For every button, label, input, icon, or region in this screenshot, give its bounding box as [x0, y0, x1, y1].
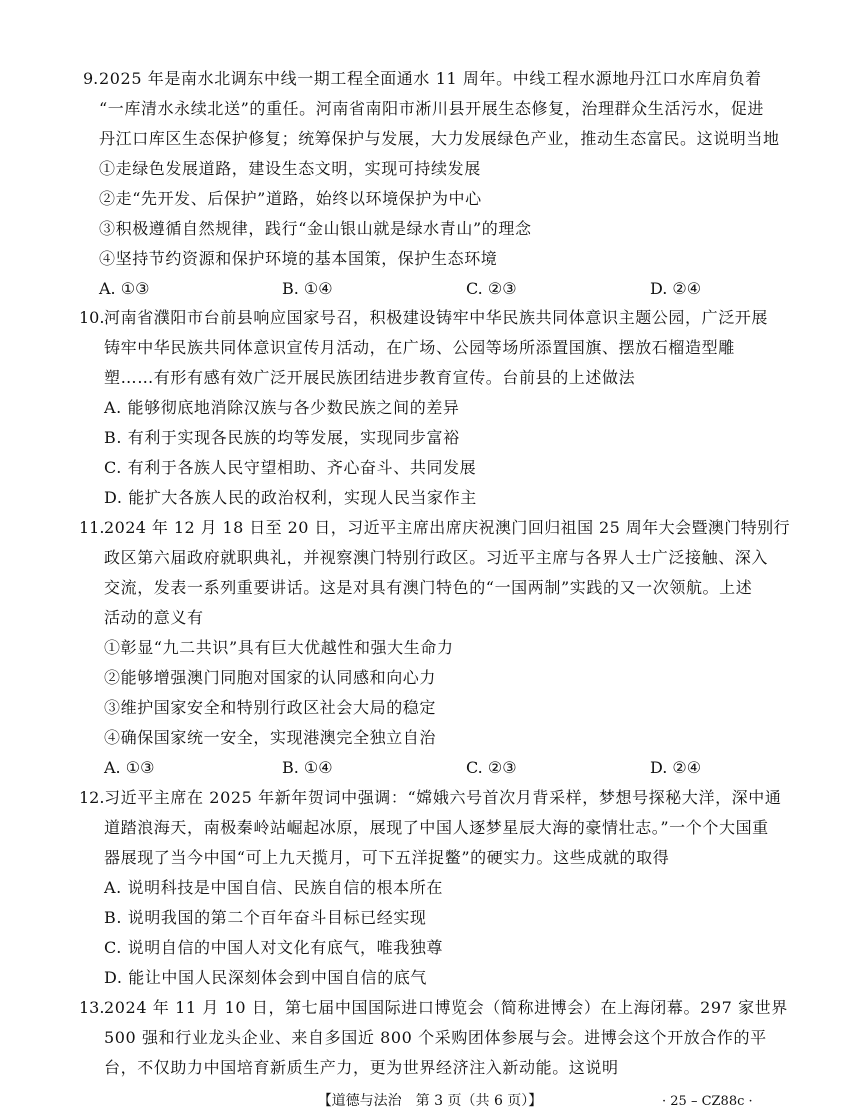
question-stem-line: 交流，发表一系列重要讲话。这是对具有澳门特色的“一国两制”实践的又一次领航。上述 — [104, 578, 753, 597]
question-number: 13. — [79, 998, 105, 1017]
option-d[interactable]: D. ②④ — [650, 279, 702, 298]
page-footer: 【道德与法治 第 3 页（共 6 页）】 — [317, 1093, 543, 1109]
option-d[interactable]: D. ②④ — [650, 758, 702, 777]
option-b[interactable]: B. 说明我国的第二个百年奋斗目标已经实现 — [104, 908, 427, 927]
question-stem-line: 器展现了当今中国“可上九天揽月，可下五洋捉鳖”的硬实力。这些成就的取得 — [104, 848, 670, 867]
question-stem-line: 铸牢中华民族共同体意识宣传月活动，在广场、公园等场所添置国旗、摆放石榴造型雕 — [104, 338, 735, 357]
question-stem-line: 河南省濮阳市台前县响应国家号召，积极建设铸牢中华民族共同体意识主题公园，广泛开展 — [104, 308, 769, 327]
option-a[interactable]: A. ①③ — [99, 279, 150, 298]
statement-4: ④坚持节约资源和保护环境的基本国策，保护生态环境 — [99, 249, 498, 268]
page-code: · 25 – CZ88c · — [662, 1094, 753, 1109]
option-c[interactable]: C. ②③ — [466, 279, 517, 298]
option-c[interactable]: C. 有利于各族人民守望相助、齐心奋斗、共同发展 — [104, 458, 477, 477]
question-stem-line: 500 强和行业龙头企业、来自多国近 800 个采购团体参展与会。进博会这个开放合作的平 — [104, 1028, 767, 1047]
statement-3: ③积极遵循自然规律，践行“金山银山就是绿水青山”的理念 — [99, 219, 532, 238]
question-stem-line: 政区第六届政府就职典礼，并视察澳门特别行政区。习近平主席与各界人士广泛接触、深入 — [104, 548, 769, 567]
question-number: 9. — [83, 69, 99, 88]
option-d[interactable]: D. 能让中国人民深刻体会到中国自信的底气 — [104, 968, 428, 987]
question-stem-line: 习近平主席在 2025 年新年贺词中强调：“嫦娥六号首次月背采样，梦想号探秘大洋，深中通 — [104, 788, 782, 807]
statement-2: ②能够增强澳门同胞对国家的认同感和向心力 — [104, 668, 437, 687]
option-c[interactable]: C. 说明自信的中国人对文化有底气，唯我独尊 — [104, 938, 444, 957]
question-stem-line: 2024 年 11 月 10 日，第七届中国国际进口博览会（简称进博会）在上海闭幕。297 家世界 — [104, 998, 788, 1017]
statement-1: ①走绿色发展道路，建设生态文明，实现可持续发展 — [99, 159, 481, 178]
question-number: 10. — [79, 308, 105, 327]
option-c[interactable]: C. ②③ — [466, 758, 517, 777]
question-number: 12. — [79, 788, 105, 807]
statement-1: ①彰显“九二共识”具有巨大优越性和强大生命力 — [104, 638, 454, 657]
option-a[interactable]: A. ①③ — [104, 758, 155, 777]
question-stem-line: 台，不仅助力中国培育新质生产力，更为世界经济注入新动能。这说明 — [104, 1058, 619, 1077]
statement-4: ④确保国家统一安全，实现港澳完全独立自治 — [104, 728, 437, 747]
question-stem-line: 道踏浪海天，南极秦岭站崛起冰原，展现了中国人逐梦星辰大海的豪情壮志。”一个个大国重 — [104, 818, 769, 837]
statement-2: ②走“先开发、后保护”道路，始终以环境保护为中心 — [99, 189, 482, 208]
statement-3: ③维护国家安全和特别行政区社会大局的稳定 — [104, 698, 437, 717]
option-b[interactable]: B. 有利于实现各民族的均等发展，实现同步富裕 — [104, 428, 460, 447]
option-d[interactable]: D. 能扩大各族人民的政治权利，实现人民当家作主 — [104, 488, 477, 507]
option-b[interactable]: B. ①④ — [282, 279, 333, 298]
question-stem-line: 2024 年 12 月 18 日至 20 日，习近平主席出席庆祝澳门回归祖国 25 周年大会暨澳门特别行 — [104, 518, 790, 537]
question-stem-line: 活动的意义有 — [104, 608, 204, 627]
question-number: 11. — [79, 518, 105, 537]
question-stem-line: 2025 年是南水北调东中线一期工程全面通水 11 周年。中线工程水源地丹江口水库肩负着 — [99, 69, 762, 88]
option-b[interactable]: B. ①④ — [282, 758, 333, 777]
question-stem-line: 丹江口库区生态保护修复；统筹保护与发展，大力发展绿色产业，推动生态富民。这说明当地 — [99, 129, 780, 148]
question-stem-line: 塑……有形有感有效广泛开展民族团结进步教育宣传。台前县的上述做法 — [104, 368, 636, 387]
question-stem-line: “一库清水永续北送”的重任。河南省南阳市淅川县开展生态修复，治理群众生活污水，促进 — [99, 99, 764, 118]
option-a[interactable]: A. 说明科技是中国自信、民族自信的根本所在 — [104, 878, 443, 897]
option-a[interactable]: A. 能够彻底地消除汉族与各少数民族之间的差异 — [104, 398, 460, 417]
